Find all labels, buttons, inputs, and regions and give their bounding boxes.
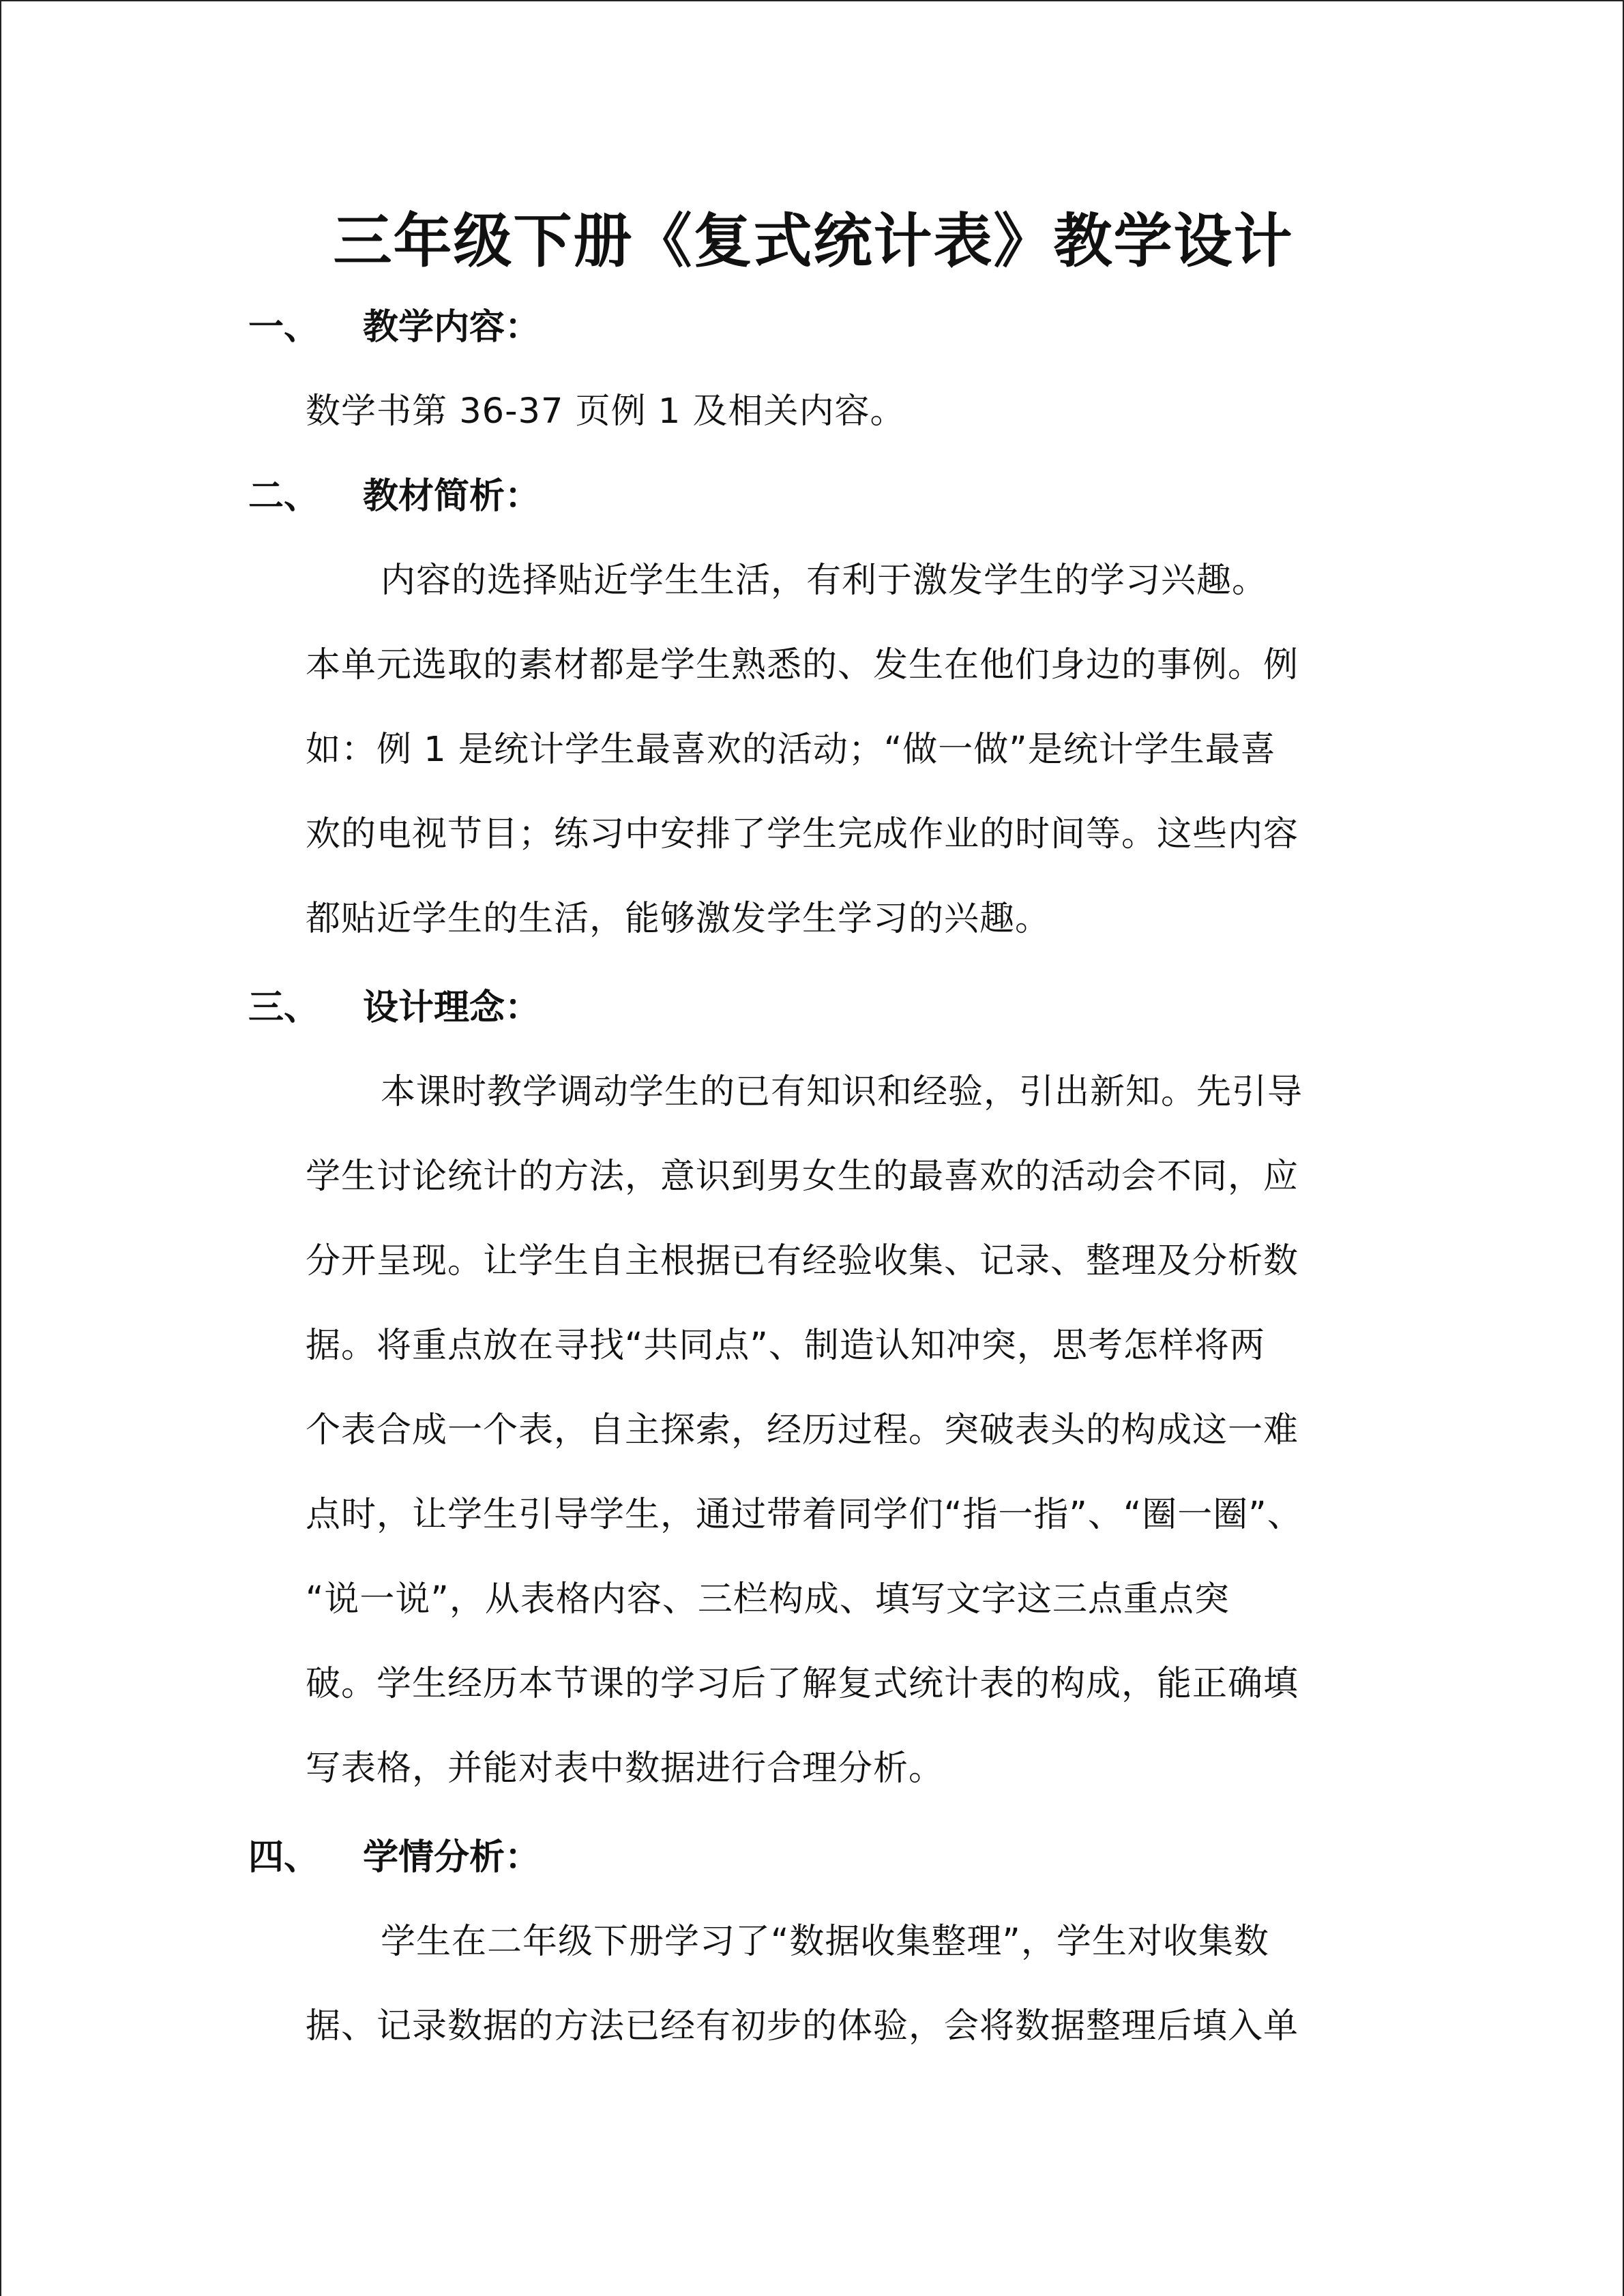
paragraph-line: 欢的电视节目；练习中安排了学生完成作业的时间等。这些内容	[306, 814, 1299, 854]
paragraph-line: 据。将重点放在寻找“共同点”、制造认知冲突，思考怎样将两	[306, 1326, 1265, 1366]
paragraph-line: 内容的选择贴近学生生活，有利于激发学生的学习兴趣。	[381, 561, 1268, 601]
section-title: 教材简析：	[363, 476, 541, 517]
paragraph-line: 本课时教学调动学生的已有知识和经验，引出新知。先引导	[381, 1072, 1303, 1112]
section-heading-2	[248, 469, 540, 524]
paragraph-line: 破。学生经历本节课的学习后了解复式统计表的构成，能正确填	[306, 1664, 1299, 1704]
paragraph-line: 如：例 1 是统计学生最喜欢的活动；“做一做”是统计学生最喜	[306, 730, 1276, 770]
paragraph-line: 本单元选取的素材都是学生熟悉的、发生在他们身边的事例。例	[306, 645, 1299, 685]
paragraph-line: “说一说”，从表格内容、三栏构成、填写文字这三点重点突	[306, 1579, 1230, 1620]
document-title: 三年级下册《复式统计表》教学设计	[333, 207, 1294, 275]
paragraph-line: 写表格，并能对表中数据进行合理分析。	[306, 1748, 945, 1789]
paragraph-line: 学生在二年级下册学习了“数据收集整理”，学生对收集数	[381, 1922, 1269, 1962]
section-title: 学情分析：	[363, 1837, 541, 1878]
paragraph-line: 据、记录数据的方法已经有初步的体验，会将数据整理后填入单	[306, 2006, 1299, 2046]
paragraph-line: 数学书第 36-37 页例 1 及相关内容。	[306, 391, 906, 432]
section-number: 三、	[248, 987, 320, 1028]
section-title: 设计理念：	[363, 987, 541, 1028]
paragraph-line: 点时，让学生引导学生，通过带着同学们“指一指”、“圈一圈”、	[306, 1495, 1303, 1535]
section-heading-4	[248, 1830, 540, 1885]
paragraph-line: 都贴近学生的生活，能够激发学生学习的兴趣。	[306, 899, 1051, 939]
paragraph-line: 学生讨论统计的方法，意识到男女生的最喜欢的活动会不同，应	[306, 1157, 1299, 1197]
section-title: 教学内容：	[363, 307, 541, 348]
section-number: 二、	[248, 476, 320, 517]
section-number: 一、	[248, 307, 320, 348]
section-number: 四、	[248, 1837, 320, 1878]
paragraph-line: 分开呈现。让学生自主根据已有经验收集、记录、整理及分析数	[306, 1241, 1299, 1281]
paragraph-line: 个表合成一个表，自主探索，经历过程。突破表头的构成这一难	[306, 1410, 1299, 1450]
section-heading-3	[248, 981, 540, 1035]
section-heading-1	[248, 300, 540, 355]
